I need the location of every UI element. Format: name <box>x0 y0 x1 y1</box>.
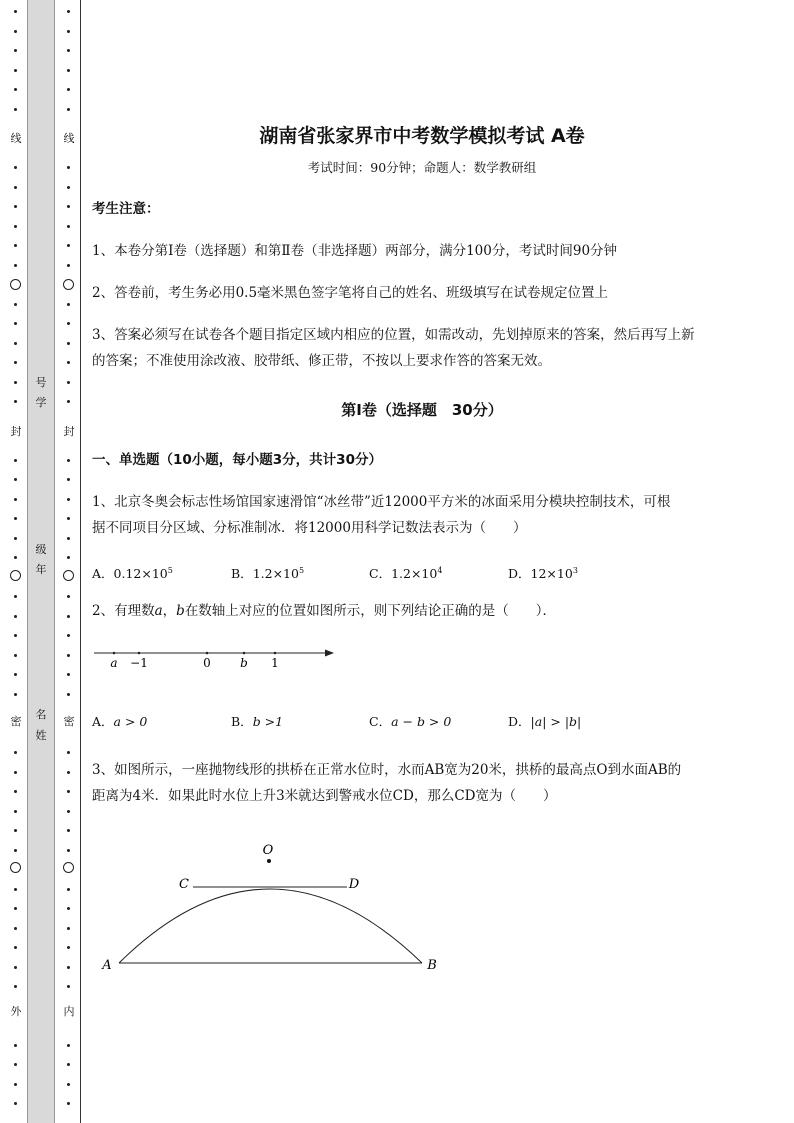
inner-cut-line-dot <box>67 790 70 793</box>
outer-cut-line-dot <box>14 186 17 189</box>
outer-cut-line-dot <box>14 244 17 247</box>
q1-option-c-label: C． <box>369 566 392 581</box>
outer-cut-line-dot <box>14 927 17 930</box>
inner-cut-line-dot <box>67 771 70 774</box>
inner-cut-line-dot <box>67 849 70 852</box>
outer-cut-line-dot <box>14 108 17 111</box>
axis-label-zero: 0 <box>203 656 211 670</box>
bridge-arch-curve <box>119 889 422 963</box>
margin-border-line <box>80 0 81 1123</box>
inner-cut-line-dot <box>67 264 70 267</box>
inner-cut-line-dot <box>67 88 70 91</box>
number-line-figure <box>92 640 342 676</box>
vertex-point-o <box>267 859 271 863</box>
outer-cut-line-dot <box>14 88 17 91</box>
inner-cut-line-dot <box>67 1083 70 1086</box>
inner-cut-line-dot <box>67 166 70 169</box>
q2-option-a[interactable] <box>92 712 147 730</box>
outer-cut-line-word: 封 <box>8 425 24 439</box>
outer-cut-line-dot <box>14 849 17 852</box>
label-c: C <box>179 877 189 892</box>
inner-cut-line-dot <box>67 342 70 345</box>
outer-cut-line-dot <box>14 615 17 618</box>
inner-cut-line-dot <box>67 810 70 813</box>
outer-cut-line-dot <box>14 30 17 33</box>
q1-option-a-base: 0.12×10 <box>113 566 168 581</box>
outer-cut-line-dot <box>14 790 17 793</box>
q2-option-d-label: D． <box>508 714 531 729</box>
inner-cut-line-dot <box>67 400 70 403</box>
q2-var-b: b <box>176 603 185 619</box>
inner-cut-line-word: 线 <box>61 132 77 146</box>
q1-option-b[interactable] <box>231 564 304 582</box>
inner-cut-line-dot <box>67 556 70 559</box>
inner-cut-line-dot <box>67 108 70 111</box>
q1-text-line2: 据不同项目分区域、分标准制冰．将12000用科学记数法表示为（ ） <box>92 520 527 536</box>
outer-dotted-cut-line <box>6 0 26 1123</box>
inner-cut-line-word: 密 <box>61 715 77 729</box>
outer-cut-line-dot <box>14 1083 17 1086</box>
tick-zero <box>206 652 209 655</box>
q1-option-d-label: D． <box>508 566 531 581</box>
outer-cut-line-dot <box>14 673 17 676</box>
inner-cut-line-dot <box>67 322 70 325</box>
q2-option-b-text: b >1 <box>252 714 284 729</box>
q2-option-d-text: |a| > |b| <box>530 714 582 729</box>
inner-cut-line-dot <box>67 654 70 657</box>
q1-option-c[interactable] <box>369 564 442 582</box>
inner-cut-line-dot <box>67 888 70 891</box>
inner-cut-line-dot <box>67 537 70 540</box>
outer-cut-line-dot <box>14 49 17 52</box>
q1-option-d[interactable] <box>508 564 578 582</box>
q2-text-line1 <box>92 598 556 624</box>
inner-cut-line-dot <box>67 829 70 832</box>
inner-cut-line-dot <box>67 985 70 988</box>
inner-cut-line-dot <box>67 1044 70 1047</box>
q1-option-a-exp: 5 <box>167 565 173 575</box>
q3-text-line1: 3、如图所示，一座抛物线形的拱桥在正常水位时，水而AB宽为20米，拱桥的最高点O到水面AB的 <box>92 762 682 778</box>
outer-cut-line-dot <box>14 946 17 949</box>
outer-cut-line-dot <box>14 205 17 208</box>
outer-cut-line-dot <box>14 361 17 364</box>
notice-item-3-cont: 的答案；不准使用涂改液、胶带纸、修正带，不按以上要求作答的答案无效。 <box>92 353 551 369</box>
inner-cut-line-dot <box>67 595 70 598</box>
notice-item-3: 3、答案必须写在试卷各个题目指定区域内相应的位置，如需改动，先划掉原来的答案，然后再写上新 <box>92 327 695 343</box>
outer-cut-line-dot <box>14 400 17 403</box>
notice-item-1: 1、本卷分第I卷（选择题）和第Ⅱ卷（非选择题）两部分，满分100分，考试时间90分钟 <box>92 243 618 259</box>
q2-option-c-label: C． <box>369 714 392 729</box>
inner-dotted-cut-line <box>59 0 79 1123</box>
outer-cut-line-dot <box>14 537 17 540</box>
outer-cut-line-dot <box>14 459 17 462</box>
inner-cut-line-dot <box>67 30 70 33</box>
outer-cut-line-circle-icon <box>10 279 21 290</box>
strip-label-ming: 名 <box>35 708 47 721</box>
q1-option-b-exp: 5 <box>298 565 305 575</box>
inner-cut-line-circle-icon <box>63 279 74 290</box>
q1-option-c-base: 1.2×10 <box>391 566 438 581</box>
tick-a <box>113 652 116 655</box>
inner-cut-line-dot <box>67 186 70 189</box>
inner-cut-line-circle-icon <box>63 862 74 873</box>
inner-cut-line-dot <box>67 10 70 13</box>
outer-cut-line-dot <box>14 771 17 774</box>
outer-cut-line-dot <box>14 654 17 657</box>
outer-cut-line-dot <box>14 264 17 267</box>
q1-option-a-label: A． <box>92 566 114 581</box>
outer-cut-line-dot <box>14 1063 17 1066</box>
q2-text-comma: ， <box>162 603 177 619</box>
outer-cut-line-dot <box>14 381 17 384</box>
outer-cut-line-dot <box>14 1044 17 1047</box>
outer-cut-line-dot <box>14 985 17 988</box>
q2-option-a-label: A． <box>92 714 114 729</box>
q1-text-line1: 1、北京冬奥会标志性场馆国家速滑馆“冰丝带”近12000平方米的冰面采用分模块控制技术，可根 <box>92 494 671 510</box>
inner-cut-line-dot <box>67 225 70 228</box>
outer-cut-line-word: 线 <box>8 132 24 146</box>
q2-option-c[interactable] <box>369 712 451 730</box>
q2-var-a: a <box>154 603 163 619</box>
axis-label-minus-one: −1 <box>130 656 148 670</box>
q2-option-a-text: a > 0 <box>113 714 148 729</box>
axis-label-b: b <box>240 656 248 670</box>
inner-cut-line-dot <box>67 381 70 384</box>
q2-option-d[interactable] <box>508 712 581 730</box>
q1-option-c-exp: 4 <box>437 565 443 575</box>
outer-cut-line-dot <box>14 10 17 13</box>
inner-cut-line-dot <box>67 966 70 969</box>
inner-cut-line-word: 内 <box>61 1005 77 1019</box>
outer-cut-line-circle-icon <box>10 862 21 873</box>
binding-margin <box>0 0 84 1123</box>
outer-cut-line-dot <box>14 166 17 169</box>
inner-cut-line-dot <box>67 927 70 930</box>
inner-cut-line-dot <box>67 361 70 364</box>
outer-cut-line-dot <box>14 498 17 501</box>
inner-cut-line-dot <box>67 1102 70 1105</box>
q3-text-line2: 距离为4米．如果此时水位上升3米就达到警戒水位CD，那么CD宽为（ ） <box>92 788 557 804</box>
outer-cut-line-dot <box>14 751 17 754</box>
notice-item-2: 2、答卷前，考生务必用0.5毫米黑色签字笔将自己的姓名、班级填写在试卷规定位置上 <box>92 285 609 301</box>
inner-cut-line-dot <box>67 946 70 949</box>
tick-one <box>274 652 277 655</box>
outer-cut-line-dot <box>14 69 17 72</box>
q1-option-b-label: B． <box>231 566 253 581</box>
inner-cut-line-dot <box>67 69 70 72</box>
section-title: 第I卷（选择题 30分） <box>341 401 503 419</box>
q2-option-b[interactable] <box>231 712 283 730</box>
outer-cut-line-dot <box>14 517 17 520</box>
outer-cut-line-word: 密 <box>8 715 24 729</box>
strip-label-xue: 学 <box>35 396 47 409</box>
q1-option-a[interactable] <box>92 564 173 582</box>
outer-cut-line-dot <box>14 634 17 637</box>
tick-minus-one <box>138 652 141 655</box>
q2-text-pre: 2、有理数 <box>92 603 155 619</box>
q2-text-post: 在数轴上对应的位置如图所示，则下列结论正确的是（ ）． <box>184 603 557 619</box>
outer-cut-line-dot <box>14 478 17 481</box>
number-line-arrow-icon <box>325 650 334 657</box>
inner-cut-line-dot <box>67 907 70 910</box>
outer-cut-line-dot <box>14 225 17 228</box>
q1-option-b-base: 1.2×10 <box>252 566 299 581</box>
strip-label-hao: 号 <box>35 376 47 389</box>
label-d: D <box>348 877 360 892</box>
q1-option-d-base: 12×10 <box>530 566 573 581</box>
strip-label-xing: 姓 <box>35 729 47 742</box>
outer-cut-line-dot <box>14 693 17 696</box>
tick-b <box>243 652 246 655</box>
inner-cut-line-dot <box>67 498 70 501</box>
inner-cut-line-dot <box>67 615 70 618</box>
outer-cut-line-dot <box>14 888 17 891</box>
q2-option-b-label: B． <box>231 714 253 729</box>
part-heading: 一、单选题（10小题，每小题3分，共计30分） <box>92 452 382 468</box>
q1-option-d-exp: 3 <box>572 565 578 575</box>
label-b: B <box>427 958 437 973</box>
axis-label-a: a <box>110 656 118 670</box>
inner-cut-line-dot <box>67 751 70 754</box>
inner-cut-line-dot <box>67 459 70 462</box>
inner-cut-line-dot <box>67 205 70 208</box>
inner-cut-line-dot <box>67 1063 70 1066</box>
outer-cut-line-dot <box>14 322 17 325</box>
inner-cut-line-dot <box>67 303 70 306</box>
outer-cut-line-word: 外 <box>8 1005 24 1019</box>
outer-cut-line-dot <box>14 1102 17 1105</box>
strip-label-nian: 年 <box>35 563 47 576</box>
student-info-strip <box>27 0 55 1123</box>
inner-cut-line-dot <box>67 244 70 247</box>
outer-cut-line-dot <box>14 595 17 598</box>
outer-cut-line-dot <box>14 556 17 559</box>
inner-cut-line-dot <box>67 517 70 520</box>
outer-cut-line-dot <box>14 303 17 306</box>
inner-cut-line-dot <box>67 478 70 481</box>
outer-cut-line-dot <box>14 966 17 969</box>
label-o: O <box>262 843 274 858</box>
inner-cut-line-circle-icon <box>63 570 74 581</box>
outer-cut-line-dot <box>14 907 17 910</box>
exam-title: 湖南省张家界市中考数学模拟考试 A卷 <box>259 125 585 147</box>
q2-option-c-text: a − b > 0 <box>391 714 452 729</box>
outer-cut-line-dot <box>14 342 17 345</box>
strip-label-ji: 级 <box>35 543 47 556</box>
exam-subtitle: 考试时间：90分钟；命题人：数学教研组 <box>307 160 537 175</box>
notice-heading: 考生注意： <box>92 201 160 217</box>
inner-cut-line-dot <box>67 693 70 696</box>
inner-cut-line-dot <box>67 634 70 637</box>
outer-cut-line-circle-icon <box>10 570 21 581</box>
axis-label-one: 1 <box>271 656 279 670</box>
inner-cut-line-dot <box>67 49 70 52</box>
outer-cut-line-dot <box>14 810 17 813</box>
parabolic-bridge-figure <box>92 835 452 980</box>
inner-cut-line-dot <box>67 673 70 676</box>
label-a: A <box>102 958 112 973</box>
outer-cut-line-dot <box>14 829 17 832</box>
inner-cut-line-word: 封 <box>61 425 77 439</box>
